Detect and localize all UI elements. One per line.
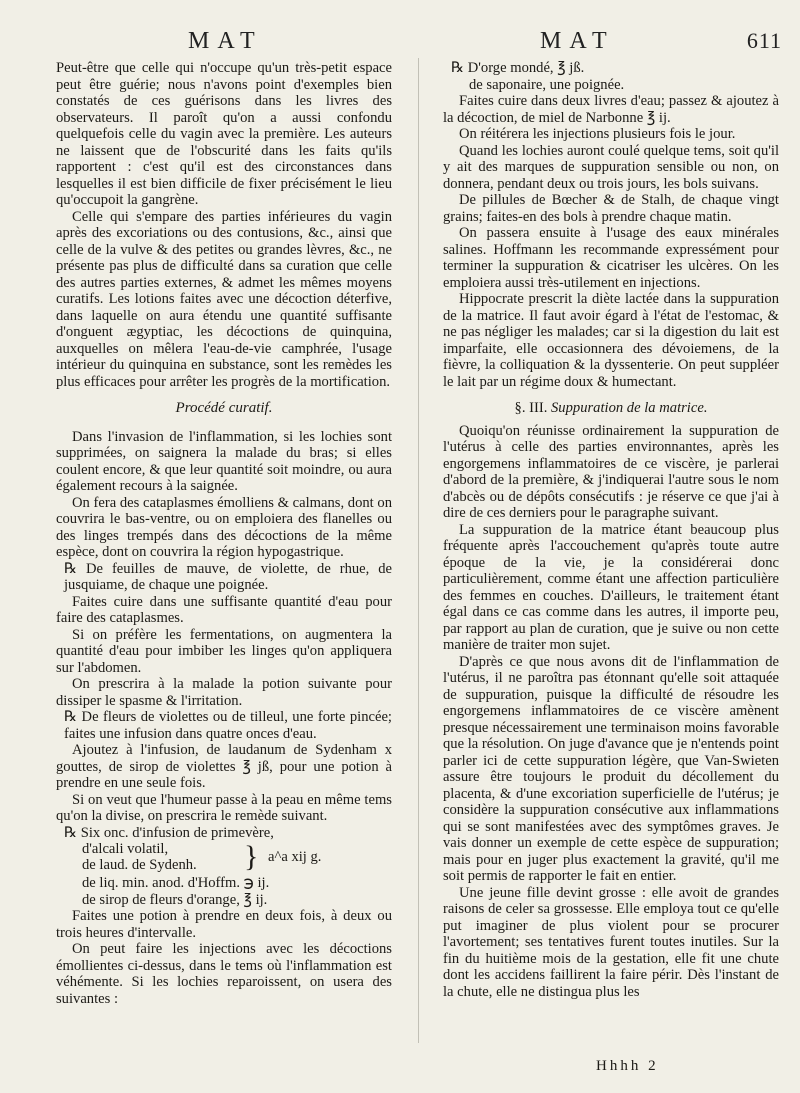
formula-line: de laud. de Sydenh.	[82, 857, 197, 873]
paragraph: Quoiqu'on réunisse ordinairement la suppuration de l'utérus à celle des parties environnantes, après les engorgemens inflammatoires de ce viscère, je parlerai d'abord de la première, & j'indiquerai l'autre sous le nom d'abcès ou de dépôts consécutifs : je réserve ce que j'ai à dire de ces derniers pour le paragraphe suivant.	[443, 422, 779, 521]
paragraph: Peut-être que celle qui n'occupe qu'un très-petit espace peut être guérie; nous n'avons point d'exemples bien constatés de ces guérisons dans les livres des observateurs. Il paroît qu'on a aussi confondu quelquefois celle du vagin avec la première. Les auteurs ne laissent que de l'obscurité dans les faits qu'ils rapportent : c'est qu'il est des circonstances dans lesquelles il est bien difficile de fixer précisément le lieu qu'occupoit la gangrène.	[56, 60, 392, 208]
running-head-right: MAT	[540, 28, 615, 54]
paragraph: On prescrira à la malade la potion suivante pour dissiper le spasme & l'irritation.	[56, 676, 392, 709]
prescription-item: de sirop de fleurs d'orange, ℥ ij.	[82, 891, 268, 908]
paragraph: On passera ensuite à l'usage des eaux minérales salines. Hoffmann les recommande expressément pour terminer la suppuration & cicatriser les ulcères. On les emploiera aussi très-utilement en injections.	[443, 225, 779, 291]
paragraph: Si on préfère les fermentations, on augmentera la quantité d'eau pour imbiber les linges qu'on appliquera sur l'abdomen.	[56, 626, 392, 676]
formula-amount: a^a xij g.	[268, 849, 322, 865]
prescription-item: de saponaire, une poignée.	[469, 76, 625, 93]
paragraph: Faites cuire dans deux livres d'eau; passez & ajoutez à la décoction, de miel de Narbonne ℥ ij.	[443, 93, 779, 126]
formula-brace: }	[244, 840, 259, 873]
paragraph: Faites une potion à prendre en deux fois, à deux ou trois heures d'intervalle.	[56, 908, 392, 941]
section-number: §. III.	[514, 400, 548, 416]
paragraph: Ajoutez à l'infusion, de laudanum de Sydenham x gouttes, de sirop de violettes ℥ jß, pour une potion à prendre en une seule fois.	[56, 742, 392, 791]
section-heading	[443, 400, 779, 417]
paragraph: On réitérera les injections plusieurs fois le jour.	[459, 126, 736, 142]
formula-line: d'alcali volatil,	[82, 841, 169, 857]
paragraph: D'après ce que nous avons dit de l'inflammation de l'utérus, il ne paroîtra pas étonnant qu'elle soit attaquée de suppuration, puisque la difficulté de résoudre les engorgemens inflammatoires de ce viscère amènent presque nécessairement une terminaison moins favorable que la résolution. On juge d'avance que je n'entends point parler ici de cette suppuration légère, que Van-Swieten assure être toujours le produit du décollement du placenta, & d'une excoriation superficielle de l'utérus; je considère la suppuration consécutive aux inflammations qui se sont manifestées avec des symptômes graves. Je vais donner un exemple de cette espèce de suppuration; mais pour en juger plus exactement la gravité, qu'il me soit permis de rapporter le fait en entier.	[443, 653, 779, 884]
section-title: Suppuration de la matrice.	[551, 400, 708, 416]
prescription: ℞ D'orge mondé, ℥ jß.	[451, 60, 585, 76]
paragraph: On peut faire les injections avec les décoctions émollientes ci-dessus, dans le tems où l'inflammation est véhémente. Si les lochies reparoissent, on usera des suivantes :	[56, 941, 392, 1007]
paragraph: De pillules de Bœcher & de Stalh, de chaque vingt grains; faites-en des bols à prendre chaque matin.	[443, 192, 779, 225]
paragraph: Quand les lochies auront coulé quelque tems, soit qu'il y ait des marques de suppuration sensible ou non, on donnera, pendant deux ou trois jours, les bols suivans.	[443, 142, 779, 192]
paragraph: La suppuration de la matrice étant beaucoup plus fréquente après l'accouchement qu'après toute autre époque de la vie, je la considérerai donc particulièrement, comme étant une affection particulière des femmes en couches. D'ailleurs, le traitement étant égal dans ce cas comme dans les autres, il importe peu, par rapport au plan de curation, que je suive ou non cette manière de traiter mon sujet.	[443, 521, 779, 653]
paragraph: On fera des cataplasmes émolliens & calmans, dont on couvrira le bas-ventre, ou on emploiera des flanelles ou des linges trempés dans des décoctions de la même espèce, dont on couvrira la région hypogastrique.	[56, 494, 392, 560]
paragraph: Faites cuire dans une suffisante quantité d'eau pour faire des cataplasmes.	[56, 593, 392, 626]
prescription: ℞ De feuilles de mauve, de violette, de rhue, de jusquiame, de chaque une poignée.	[64, 560, 392, 593]
page-number: 611	[746, 28, 782, 53]
right-column	[443, 60, 779, 1000]
prescription-formula	[56, 841, 392, 875]
paragraph: Dans l'invasion de l'inflammation, si les lochies sont supprimées, on saignera la malade du bras; si elles coulent encore, & que leur quantité soit moindre, ou aura également recours à la saignée.	[56, 428, 392, 494]
prescription: ℞ Six onc. d'infusion de primevère,	[64, 824, 274, 841]
paragraph: Une jeune fille devint grosse : elle avoit de grandes raisons de celer sa grossesse. Elle employa tout ce qu'elle put imaginer de plus violent pour se procurer l'avortement; ses tentatives furent toutes inutiles. Sur la fin du huitième mois de la gestation, elle fit une chute dont les accidens faillirent la faire périr. Dès l'instant de la chute, elle ne distingua plus les	[443, 884, 779, 1000]
paragraph: Hippocrate prescrit la diète lactée dans la suppuration de la matrice. Il faut avoir égard à l'état de l'estomac, & ne pas négliger les malades; car si la digestion du lait est imparfaite, elle occasionnera des dévoiemens, de la fièvre, la colliquation & la dyssenterie. On peut suppléer le lait par un régime doux & humectant.	[443, 291, 779, 390]
column-divider	[418, 58, 419, 1043]
subsection-title: Procédé curatif.	[175, 400, 273, 416]
signature-mark: Hhhh 2	[596, 1058, 659, 1074]
paragraph: Celle qui s'empare des parties inférieures du vagin après des excoriations ou des contusions, &c., ainsi que celle de la vulve & des petites ou grandes lèvres, &c., ne présente pas plus de difficulté dans sa curation que celle des autres parties externes, & admet les mêmes moyens curatifs. Les lotions faites avec une décoction déterfive, dans laquelle on aura étendu une quantité suffisante d'onguent ægyptiac, les décoctions de quinquina, auxquelles on mêlera l'eau-de-vie camphrée, l'usage intérieur du quinquina en substance, sont les remèdes les plus efficaces pour arrêter les progrès de la mortification.	[56, 208, 392, 390]
prescription: ℞ De fleurs de violettes ou de tilleul, une forte pincée; faites une infusion dans quatre onces d'eau.	[64, 709, 392, 742]
paragraph: Si on veut que l'humeur passe à la peau en même tems qu'on la divise, on prescrira le remède suivant.	[56, 791, 392, 824]
running-head-left: MAT	[188, 28, 263, 54]
left-column	[56, 60, 392, 1007]
prescription-item: de liq. min. anod. d'Hoffm. ℈ ij.	[82, 875, 270, 891]
